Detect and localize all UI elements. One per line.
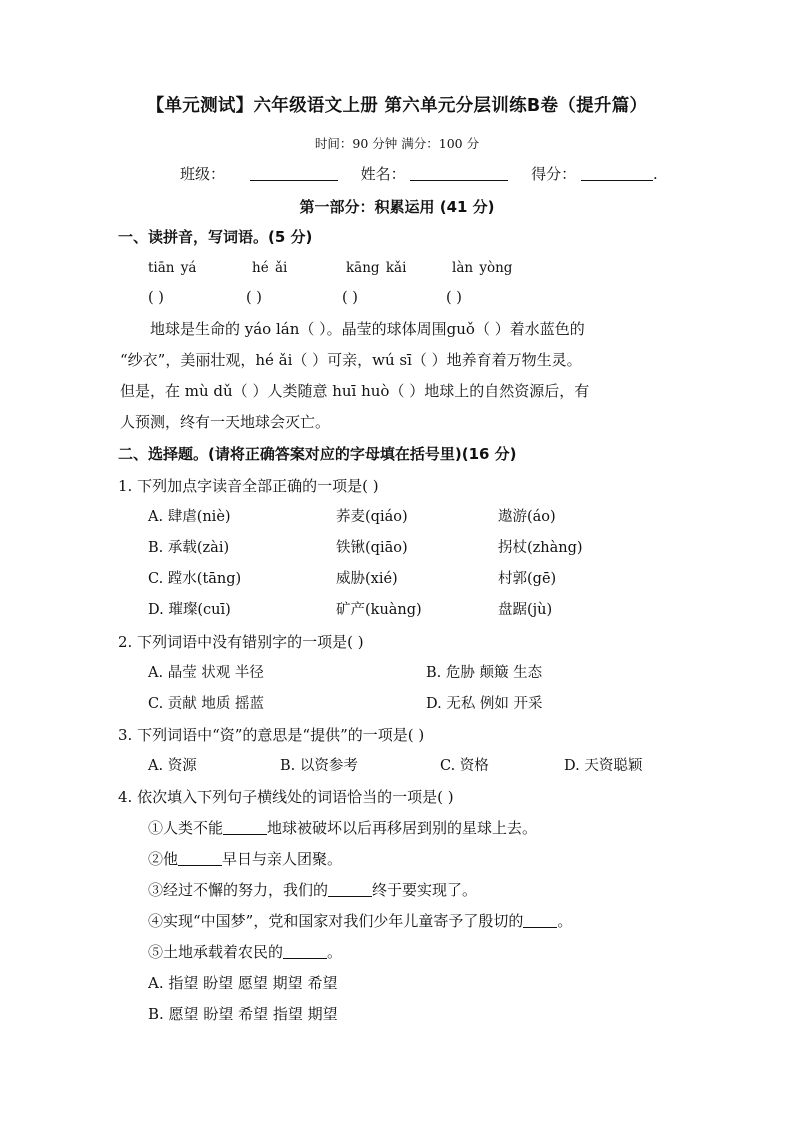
sentence-5-before: ⑤土地承载着农民的 [148, 943, 284, 961]
sentence-4-after: 。 [557, 912, 573, 930]
q1-paragraph-line-1: 地球是生命的 yáo lán（ ）。晶莹的球体周围guǒ（ ）着水蓝色的 [150, 320, 585, 338]
q2-item1-option-b-3: 拐杖(zhàng) [498, 540, 583, 556]
q2-item1-stem: 1. 下列加点字读音全部正确的一项是( ) [118, 477, 379, 495]
q2-item1-option-b-2: 铁锹(qiāo) [336, 540, 408, 556]
sentence-1-after: 地球被破坏以后再移居到别的星球上去。 [267, 819, 538, 837]
name-label: 姓名： [360, 165, 406, 183]
answer-bracket-2[interactable]: ( ) [246, 290, 262, 306]
q2-item1-option-c-3: 村郭(gē) [498, 571, 557, 587]
q2-item1-option-a-2: 荞麦(qiáo) [336, 509, 408, 525]
pinyin-1: tiān yá [148, 260, 197, 276]
part1-title: 第一部分：积累运用 (41 分) [299, 198, 495, 216]
sentence-2-after: 早日与亲人团聚。 [222, 850, 343, 868]
sentence-2-blank[interactable] [178, 850, 222, 866]
q2-item3-option-d[interactable]: D. 天资聪颖 [564, 758, 643, 774]
pinyin-3: kāng kǎi [346, 260, 407, 276]
q2-item4-sentence-3 [148, 880, 477, 900]
answer-bracket-4[interactable]: ( ) [446, 290, 462, 306]
sentence-3-blank[interactable] [328, 881, 372, 897]
end-dot: . [652, 165, 658, 183]
pinyin-2: hé ǎi [252, 260, 288, 276]
q2-item2-option-a[interactable]: A. 晶莹 状观 半径 [148, 665, 264, 681]
q2-item3-option-a[interactable]: A. 资源 [148, 758, 197, 774]
q1-heading: 一、读拼音，写词语。(5 分) [118, 228, 313, 246]
score-label: 得分： [531, 165, 577, 183]
q2-item1-option-d-1[interactable]: D. 璀璨(cuī) [148, 602, 231, 618]
name-field[interactable] [410, 165, 508, 181]
q1-paragraph-line-2: “纱衣”，美丽壮观，hé ǎi（ ）可亲，wú sī（ ）地养育着万物生灵。 [120, 351, 582, 369]
q2-item1-option-d-2: 矿产(kuàng) [336, 602, 422, 618]
q2-item4-sentence-2 [148, 849, 342, 869]
page-title: 【单元测试】六年级语文上册 第六单元分层训练B卷（提升篇） [146, 96, 648, 116]
q2-item1-option-d-3: 盘踞(jù) [498, 602, 553, 618]
q2-item2-option-d[interactable]: D. 无私 例如 开采 [426, 696, 543, 712]
q2-item1-option-c-2: 威胁(xié) [336, 571, 398, 587]
sentence-1-before: ①人类不能 [148, 819, 224, 837]
q2-item2-option-c[interactable]: C. 贡献 地质 摇蓝 [148, 696, 265, 712]
q1-paragraph-line-4: 人预测，终有一天地球会灭亡。 [120, 413, 331, 431]
sentence-4-blank[interactable] [523, 912, 557, 928]
sentence-4-before: ④实现“中国梦”，党和国家对我们少年儿童寄予了殷切的 [148, 912, 524, 930]
q2-item2-option-b[interactable]: B. 危胁 颠簸 生态 [426, 665, 543, 681]
q2-item1-option-b-1[interactable]: B. 承载(zài) [148, 540, 230, 556]
sentence-2-before: ②他 [148, 850, 179, 868]
score-field[interactable] [581, 165, 653, 181]
sentence-3-before: ③经过不懈的努力，我们的 [148, 881, 329, 899]
q2-item4-option-a[interactable]: A. 指望 盼望 愿望 期望 希望 [148, 974, 338, 992]
pinyin-4: làn yòng [452, 260, 513, 276]
sentence-5-blank[interactable] [283, 943, 327, 959]
q2-item4-sentence-5 [148, 942, 342, 962]
class-field[interactable] [250, 165, 338, 181]
q2-item4-stem: 4. 依次填入下列句子横线处的词语恰当的一项是( ) [118, 788, 454, 806]
sentence-1-blank[interactable] [223, 819, 267, 835]
q2-item2-stem: 2. 下列词语中没有错别字的一项是( ) [118, 633, 364, 651]
q2-item3-option-b[interactable]: B. 以资参考 [280, 758, 358, 774]
q2-item4-sentence-1 [148, 818, 537, 838]
q2-item1-option-c-1[interactable]: C. 蹚水(tāng) [148, 571, 242, 587]
sentence-5-after: 。 [327, 943, 343, 961]
q2-item3-stem: 3. 下列词语中“资”的意思是“提供”的一项是( ) [118, 726, 425, 744]
q2-item1-option-a-3: 遨游(áo) [498, 509, 556, 525]
q1-paragraph-line-3: 但是，在 mù dǔ（ ）人类随意 huī huò（ ）地球上的自然资源后，有 [120, 382, 590, 400]
time-and-score-info: 时间：90 分钟 满分：100 分 [314, 136, 480, 151]
class-label: 班级： [180, 165, 226, 183]
q2-item1-option-a-1[interactable]: A. 肆虐(niè) [148, 509, 231, 525]
answer-bracket-3[interactable]: ( ) [342, 290, 358, 306]
q2-item4-sentence-4 [148, 911, 572, 931]
q2-heading: 二、选择题。(请将正确答案对应的字母填在括号里)(16 分) [118, 445, 517, 463]
q2-item3-option-c[interactable]: C. 资格 [440, 758, 489, 774]
q2-item4-option-b[interactable]: B. 愿望 盼望 希望 指望 期望 [148, 1005, 338, 1023]
student-info-row [180, 164, 658, 184]
answer-bracket-1[interactable]: ( ) [148, 290, 164, 306]
sentence-3-after: 终于要实现了。 [372, 881, 478, 899]
